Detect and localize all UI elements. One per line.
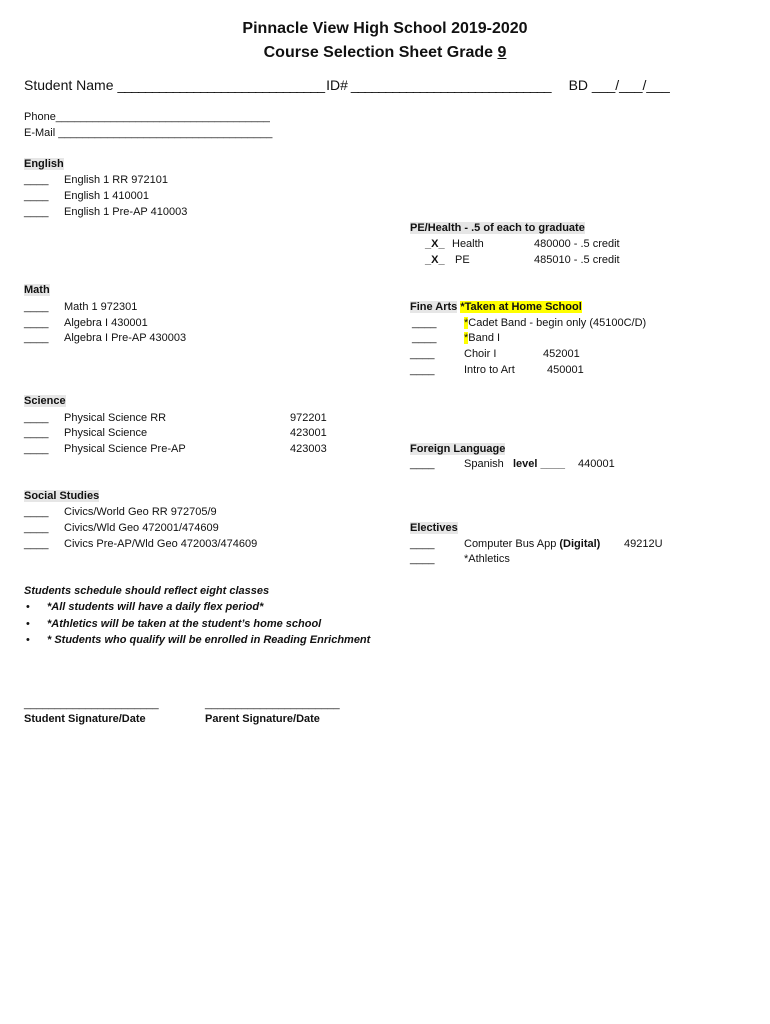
course: Algebra I 430001 [64,317,148,329]
course: Spanish [464,458,504,470]
title-school: Pinnacle View High School 2019-2020 [242,20,528,37]
course: English 1 RR 972101 [64,174,168,186]
course: Math 1 972301 [64,301,138,313]
electives-heading: Electives [410,522,458,534]
blank[interactable]: ____ [24,206,49,218]
fine-arts-note: *Taken at Home School [460,301,582,313]
course: Physical Science [64,427,148,439]
course [464,538,600,550]
student-signature-line[interactable]: ______________________ [24,698,159,710]
blank[interactable]: ____ [410,458,435,470]
grade: 9 [497,44,507,61]
email-field[interactable]: E-Mail ___________________________________ [24,127,273,139]
course: English 1 Pre-AP 410003 [64,206,188,218]
bullet: • [26,634,30,646]
course: *Athletics [464,553,510,565]
id-field[interactable]: _____________________________ [350,77,551,93]
id-label: ID# [326,77,348,93]
title-sheet [0,44,770,62]
student-name-field[interactable]: ______________________________ [117,77,325,93]
pe-mark[interactable]: _X_ [425,254,445,266]
course: Civics/Wld Geo 472001/474609 [64,522,219,534]
course: Physical Science RR [64,412,167,424]
blank[interactable]: ____ [412,317,437,329]
course-code: 480000 - .5 credit [534,238,620,250]
student-name-label: Student Name [24,77,114,93]
blank[interactable]: ____ [24,190,49,202]
blank[interactable]: ____ [24,174,49,186]
math-heading: Math [24,284,50,296]
course: English 1 410001 [64,190,150,202]
course-code: 485010 - .5 credit [534,254,620,266]
blank[interactable]: ____ [24,317,49,329]
fine-arts-header [410,301,582,313]
course-code: 450001 [547,364,584,376]
foreign-language-heading: Foreign Language [410,443,506,455]
blank[interactable]: ____ [24,427,49,439]
blank[interactable]: ____ [410,364,435,376]
course-code: 423003 [290,443,327,455]
course: Civics/World Geo RR 972705/9 [64,506,217,518]
english-heading: English [24,158,64,170]
course: Intro to Art [464,364,515,376]
student-info-row [24,77,670,93]
course-code: 49212U [624,538,663,550]
science-heading: Science [24,395,66,407]
social-studies-heading: Social Studies [24,490,100,502]
course: PE [455,254,470,266]
blank[interactable]: ____ [24,538,49,550]
bullet: • [26,601,30,613]
course-code: 452001 [543,348,580,360]
course [464,332,500,344]
course-name: Band I [468,332,501,344]
bullet: • [26,618,30,630]
blank[interactable]: ____ [24,443,49,455]
blank[interactable]: ____ [24,522,49,534]
notes-intro: Students schedule should reflect eight classes [24,585,270,597]
course-name: Computer Bus App [464,538,560,550]
star: * [464,332,469,344]
course: Civics Pre-AP/Wld Geo 472003/474609 [64,538,258,550]
course: Physical Science Pre-AP [64,443,186,455]
blank[interactable]: ____ [412,332,437,344]
course: Health [452,238,484,250]
course-qualifier: (Digital) [559,538,601,550]
birthdate-field[interactable]: BD ___/___/___ [568,77,670,93]
parent-signature-label: Parent Signature/Date [205,713,320,725]
blank[interactable]: ____ [410,538,435,550]
note: *All students will have a daily flex period* [47,601,264,613]
phone-field[interactable]: Phone___________________________________ [24,111,270,123]
fine-arts-heading: Fine Arts [410,301,458,313]
blank[interactable]: ____ [410,553,435,565]
blank[interactable]: ____ [24,332,49,344]
title-text: Course Selection Sheet Grade [263,44,498,61]
course-code: 972201 [290,412,327,424]
student-signature-label: Student Signature/Date [24,713,146,725]
level-field[interactable]: level ____ [513,458,565,470]
course [464,317,646,329]
course: Algebra I Pre-AP 430003 [64,332,187,344]
course-name: Cadet Band - begin only (45100C/D) [468,317,647,329]
blank[interactable]: ____ [410,348,435,360]
blank[interactable]: ____ [24,506,49,518]
note: * Students who qualify will be enrolled in Reading Enrichment [47,634,371,646]
pe-mark[interactable]: _X_ [425,238,445,250]
blank[interactable]: ____ [24,412,49,424]
blank[interactable]: ____ [24,301,49,313]
course-code: 440001 [578,458,615,470]
pe-heading: PE/Health - .5 of each to graduate [410,222,585,234]
course: Choir I [464,348,497,360]
parent-signature-line[interactable]: ______________________ [205,698,340,710]
note: *Athletics will be taken at the student’s home school [47,618,322,630]
course-code: 423001 [290,427,327,439]
star: * [464,317,469,329]
